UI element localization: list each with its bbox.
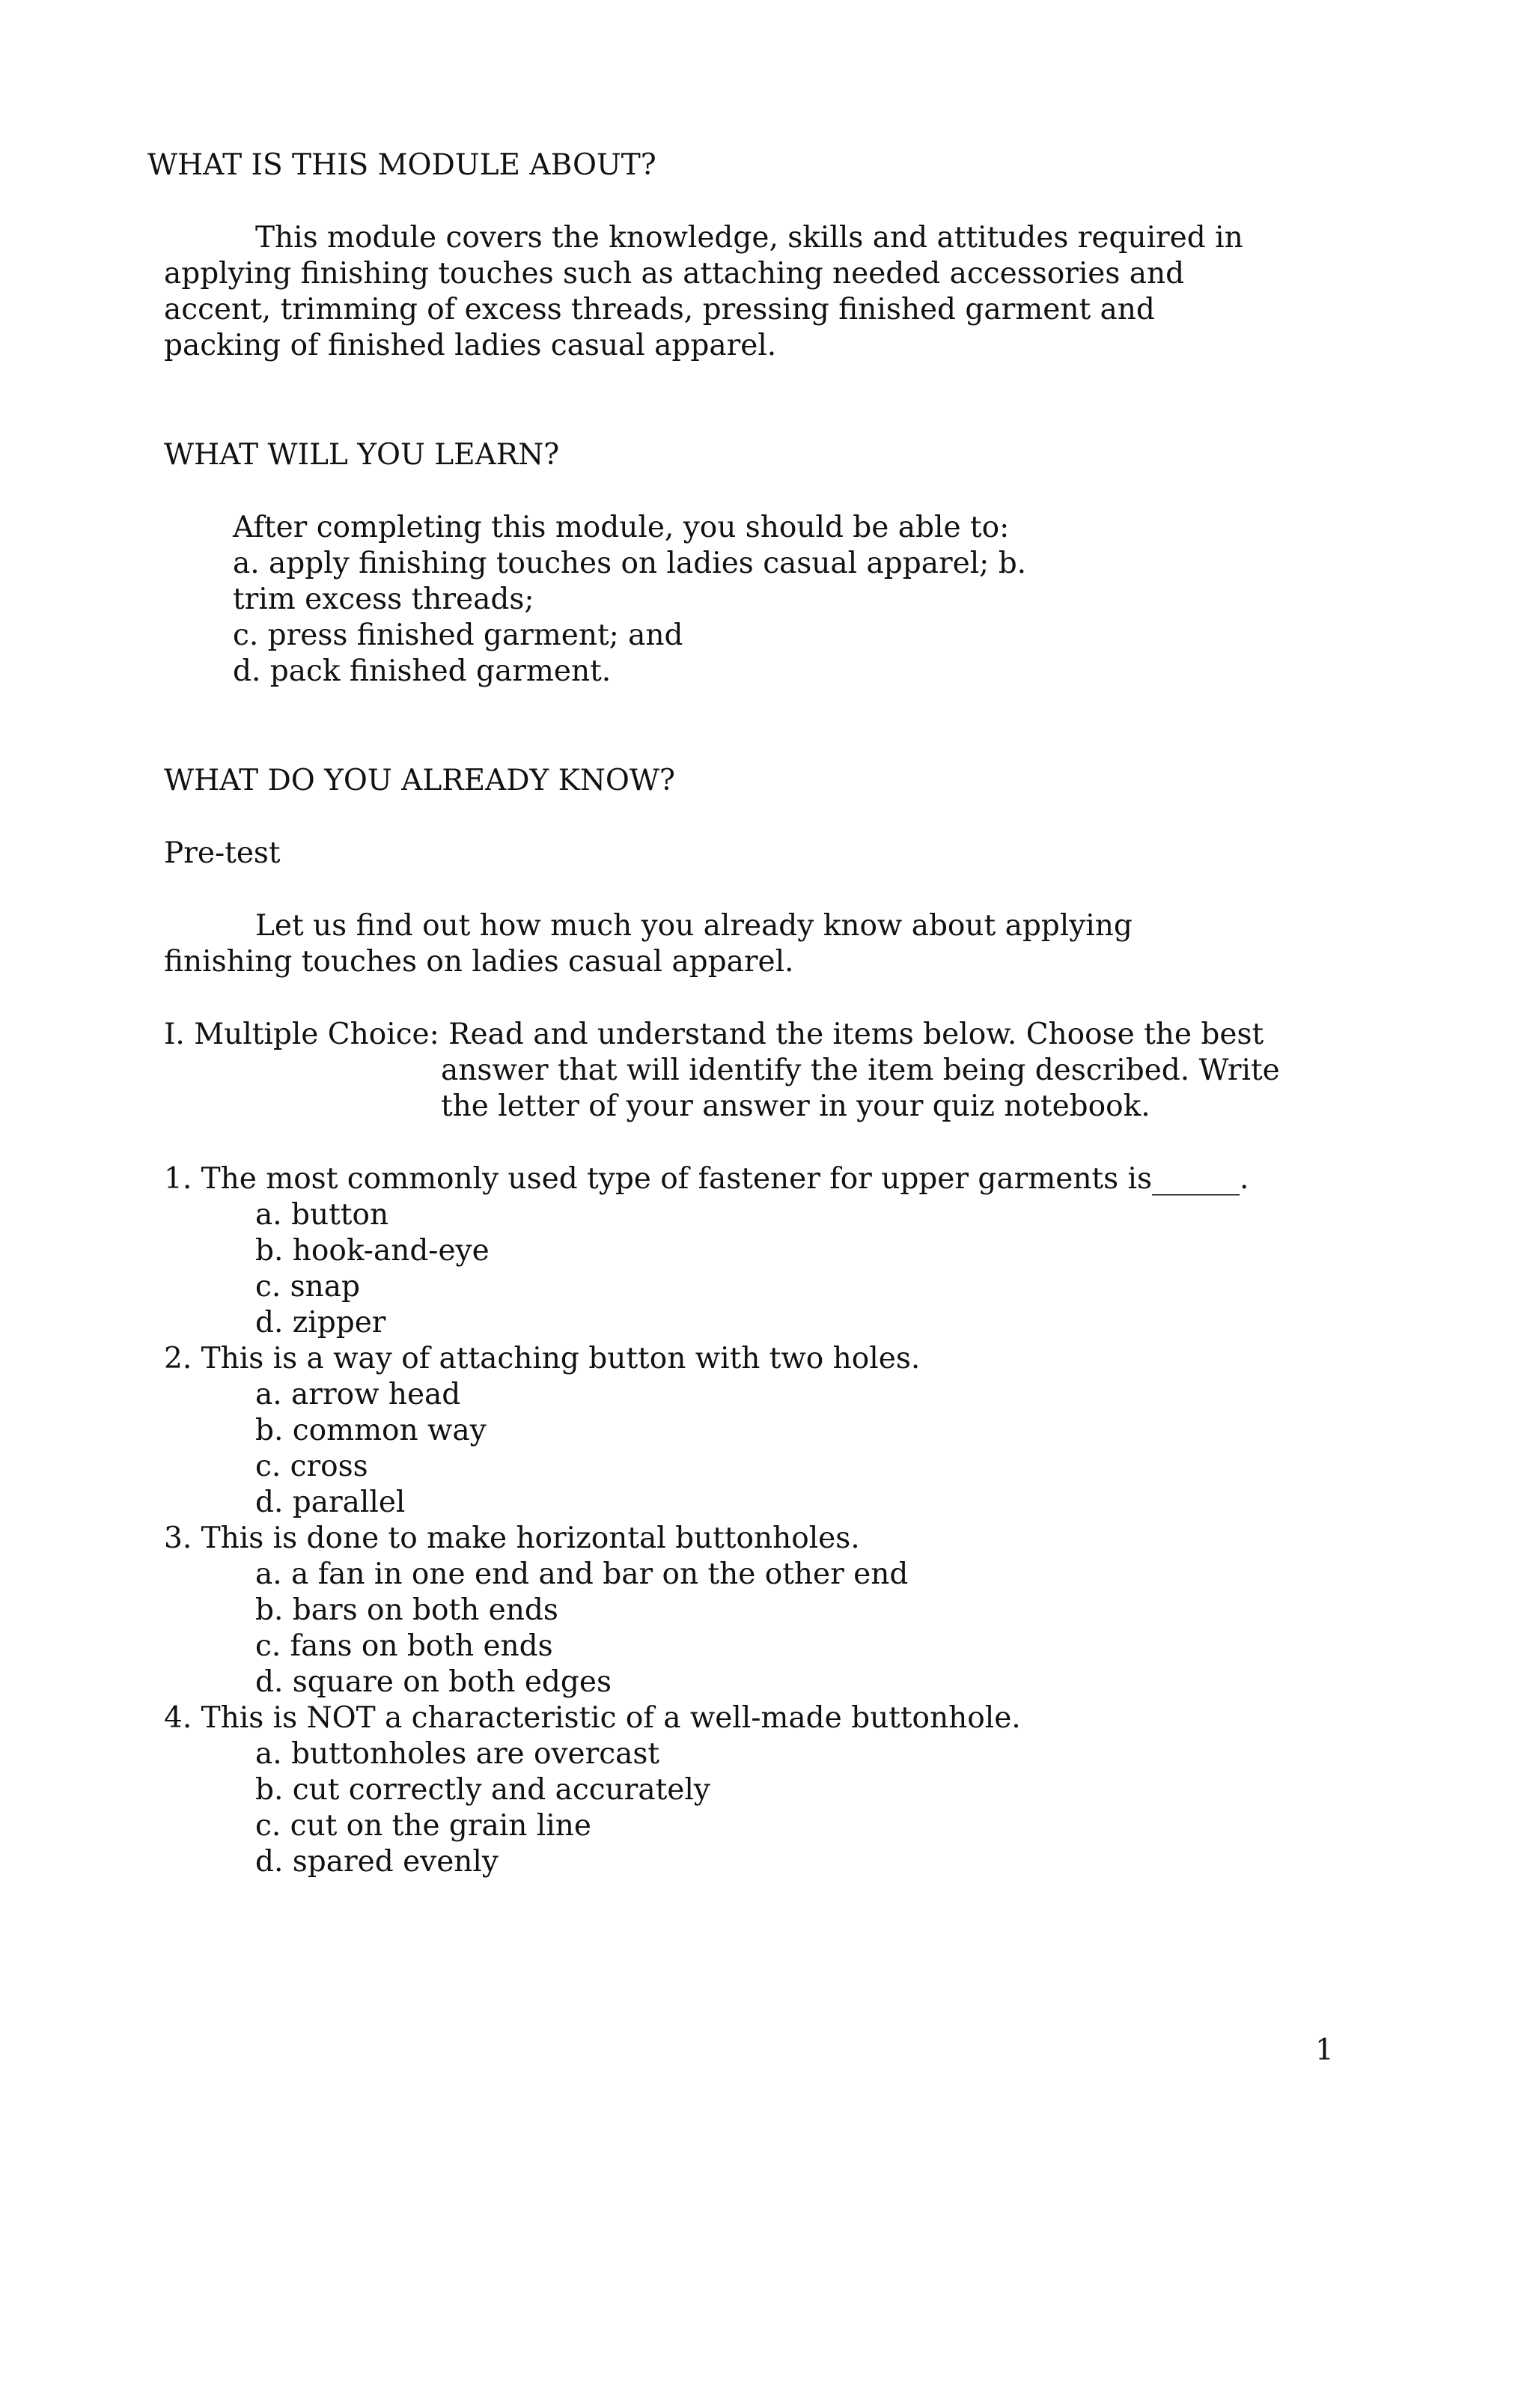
- module-about-line-4: packing of finished ladies casual apparel.: [164, 329, 777, 362]
- module-about-line-3: accent, trimming of excess threads, pressing finished garment and: [164, 293, 1155, 326]
- question-4-choice-a: a. buttonholes are overcast: [255, 1737, 660, 1771]
- module-about-line-2: applying finishing touches such as attaching needed accessories and: [164, 257, 1185, 291]
- question-4-choice-d: d. spared evenly: [255, 1845, 499, 1879]
- question-2-choice-a: a. arrow head: [255, 1378, 461, 1411]
- learn-intro: After completing this module, you should be able to:: [233, 511, 1010, 544]
- learn-objective-4: d. pack finished garment.: [233, 654, 612, 688]
- question-4-choice-b: b. cut correctly and accurately: [255, 1773, 710, 1807]
- page-number: 1: [1315, 2034, 1334, 2067]
- question-2-choice-b: b. common way: [255, 1414, 487, 1447]
- question-1-choice-c: c. snap: [255, 1270, 360, 1304]
- heading-module-about: WHAT IS THIS MODULE ABOUT?: [147, 148, 656, 182]
- question-3-choice-b: b. bars on both ends: [255, 1593, 558, 1627]
- learn-objective-1: a. apply finishing touches on ladies casual apparel; b.: [233, 547, 1027, 580]
- question-1-choice-a: a. button: [255, 1198, 389, 1232]
- pretest-subheading: Pre-test: [164, 836, 281, 870]
- question-1-stem: 1. The most commonly used type of fastener for upper garments is______.: [164, 1162, 1249, 1196]
- instruction-line-2: answer that will identify the item being described. Write: [441, 1054, 1280, 1087]
- question-2-choice-c: c. cross: [255, 1450, 368, 1483]
- question-3-choice-d: d. square on both edges: [255, 1665, 612, 1699]
- question-3-stem: 3. This is done to make horizontal buttonholes.: [164, 1521, 860, 1555]
- module-about-line-1: This module covers the knowledge, skills and attitudes required in: [255, 221, 1243, 255]
- know-intro-line-1: Let us find out how much you already know about applying: [255, 909, 1133, 943]
- question-4-stem: 4. This is NOT a characteristic of a well-made buttonhole.: [164, 1701, 1021, 1735]
- heading-will-you-learn: WHAT WILL YOU LEARN?: [164, 438, 560, 472]
- learn-objective-2: trim excess threads;: [233, 583, 534, 616]
- instruction-line-3: the letter of your answer in your quiz notebook.: [441, 1089, 1150, 1123]
- question-3-choice-a: a. a fan in one end and bar on the other end: [255, 1557, 909, 1591]
- learn-objective-3: c. press finished garment; and: [233, 618, 683, 652]
- heading-already-know: WHAT DO YOU ALREADY KNOW?: [164, 764, 675, 797]
- question-4-choice-c: c. cut on the grain line: [255, 1809, 591, 1843]
- question-1-choice-b: b. hook-and-eye: [255, 1234, 490, 1268]
- instruction-line-1: I. Multiple Choice: Read and understand the items below. Choose the best: [164, 1018, 1264, 1051]
- question-1-choice-d: d. zipper: [255, 1306, 386, 1340]
- question-3-choice-c: c. fans on both ends: [255, 1629, 553, 1663]
- know-intro-line-2: finishing touches on ladies casual apparel.: [164, 945, 794, 979]
- question-2-stem: 2. This is a way of attaching button with two holes.: [164, 1342, 921, 1375]
- question-2-choice-d: d. parallel: [255, 1486, 406, 1519]
